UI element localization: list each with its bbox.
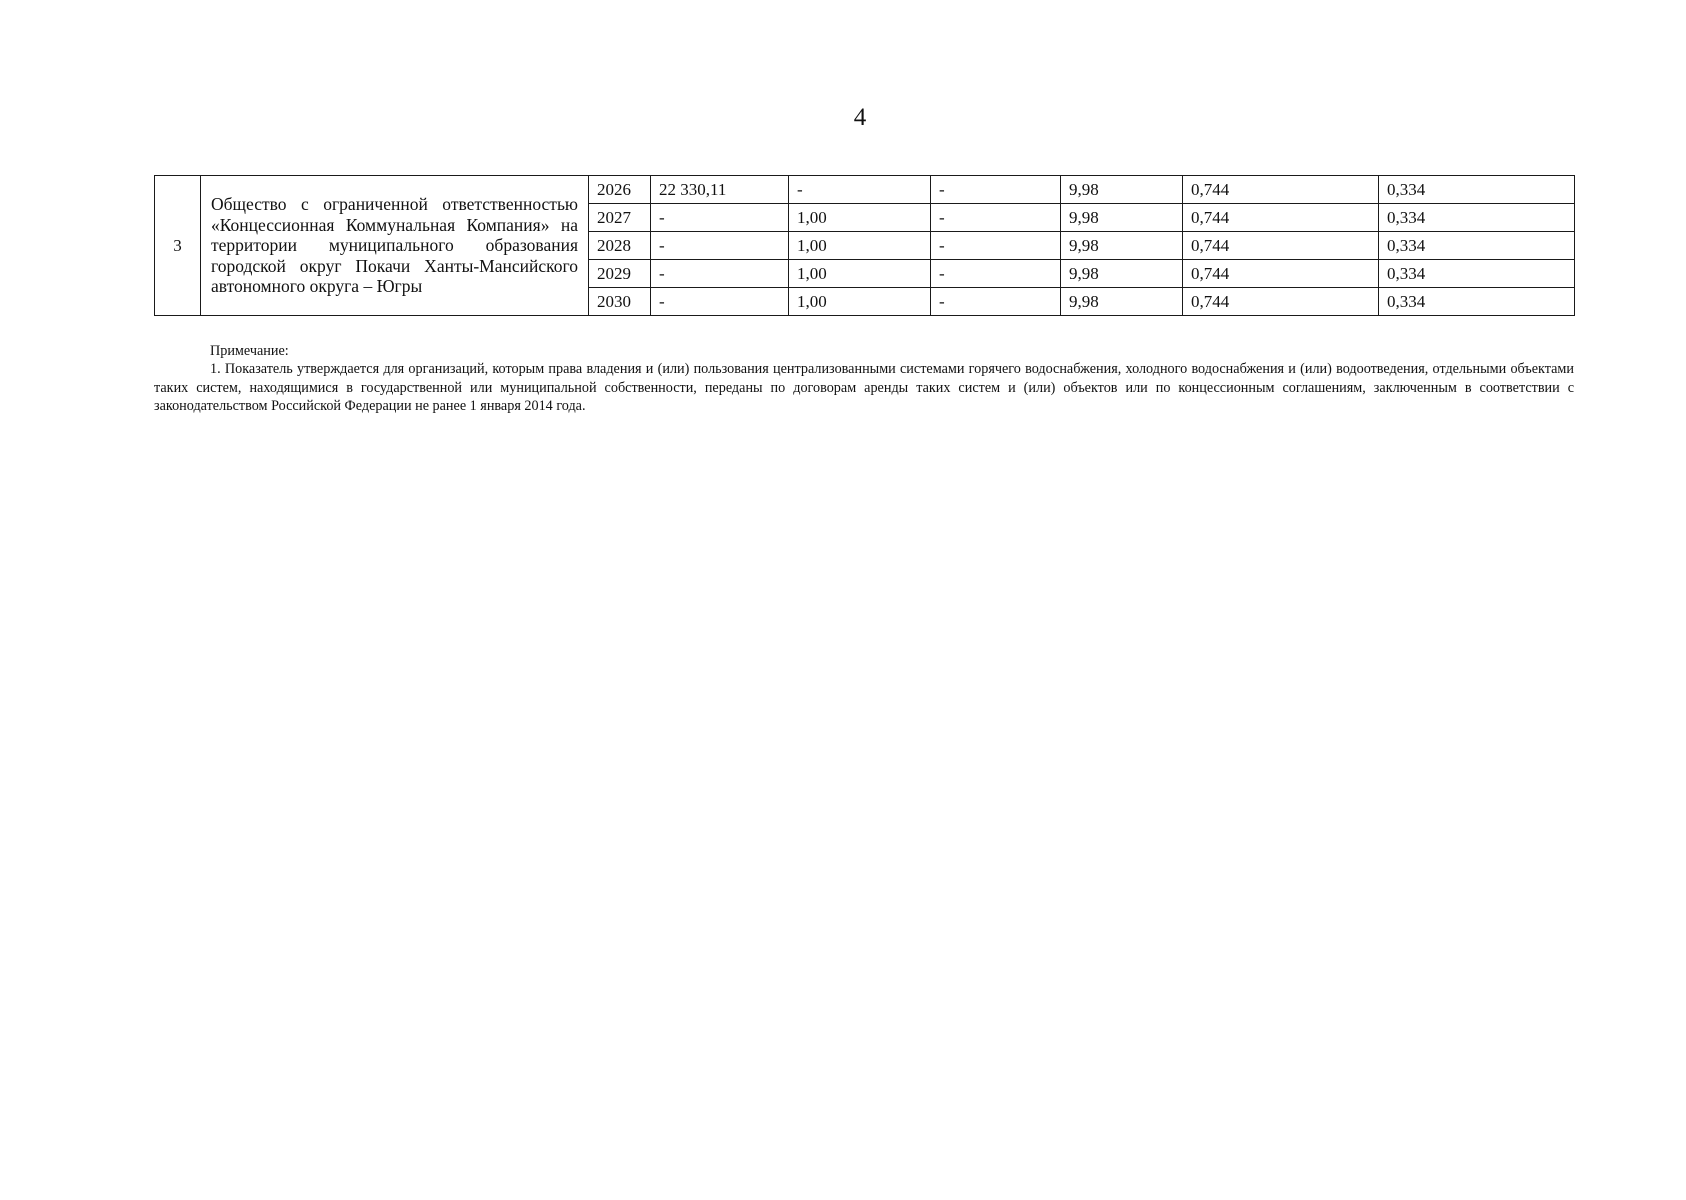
value-cell: - [651,260,789,288]
value-cell: 0,744 [1183,232,1379,260]
note-text: 1. Показатель утверждается для организаций, которым права владения и (или) пользования централизованными системами горячего водоснабжения, холодного водоснабжения и (или) водоотведения, отдельными объектами таких систем, находящимися в государственной или муниципальной собственности, переданы по договорам аренды таких систем и (или) объектов или по концессионным соглашениям, заключенным в соответствии с законодательством Российской Федерации не ранее 1 января 2014 года. [154,361,1574,415]
value-cell: - [931,260,1061,288]
year-cell: 2028 [589,232,651,260]
value-cell: 0,744 [1183,204,1379,232]
note-title: Примечание: [210,343,289,359]
value-cell: 0,744 [1183,288,1379,316]
organization-cell: Общество с ограниченной ответственностью «Концессионная Коммунальная Компания» на территории муниципального образования городской округ Покачи Ханты-Мансийского автономного округа – Югры [201,176,589,316]
value-cell: 9,98 [1061,232,1183,260]
year-cell: 2029 [589,260,651,288]
row-number-cell: 3 [155,176,201,316]
value-cell: 9,98 [1061,204,1183,232]
value-cell: 9,98 [1061,260,1183,288]
indicator-table [154,175,1575,316]
value-cell: - [651,232,789,260]
value-cell: - [931,288,1061,316]
value-cell: - [931,232,1061,260]
value-cell: - [789,176,931,204]
year-cell: 2030 [589,288,651,316]
table-row [155,176,1575,204]
value-cell: - [651,204,789,232]
value-cell: 9,98 [1061,288,1183,316]
value-cell: 0,334 [1379,204,1575,232]
value-cell: 0,744 [1183,260,1379,288]
note-block [154,342,1574,416]
value-cell: 1,00 [789,232,931,260]
value-cell: 9,98 [1061,176,1183,204]
value-cell: 0,744 [1183,176,1379,204]
value-cell: - [931,204,1061,232]
year-cell: 2027 [589,204,651,232]
value-cell: 22 330,11 [651,176,789,204]
value-cell: 1,00 [789,260,931,288]
value-cell: 0,334 [1379,232,1575,260]
year-cell: 2026 [589,176,651,204]
value-cell: 1,00 [789,204,931,232]
value-cell: 0,334 [1379,288,1575,316]
value-cell: 0,334 [1379,260,1575,288]
value-cell: - [651,288,789,316]
value-cell: 1,00 [789,288,931,316]
value-cell: - [931,176,1061,204]
value-cell: 0,334 [1379,176,1575,204]
page-number: 4 [853,104,867,131]
